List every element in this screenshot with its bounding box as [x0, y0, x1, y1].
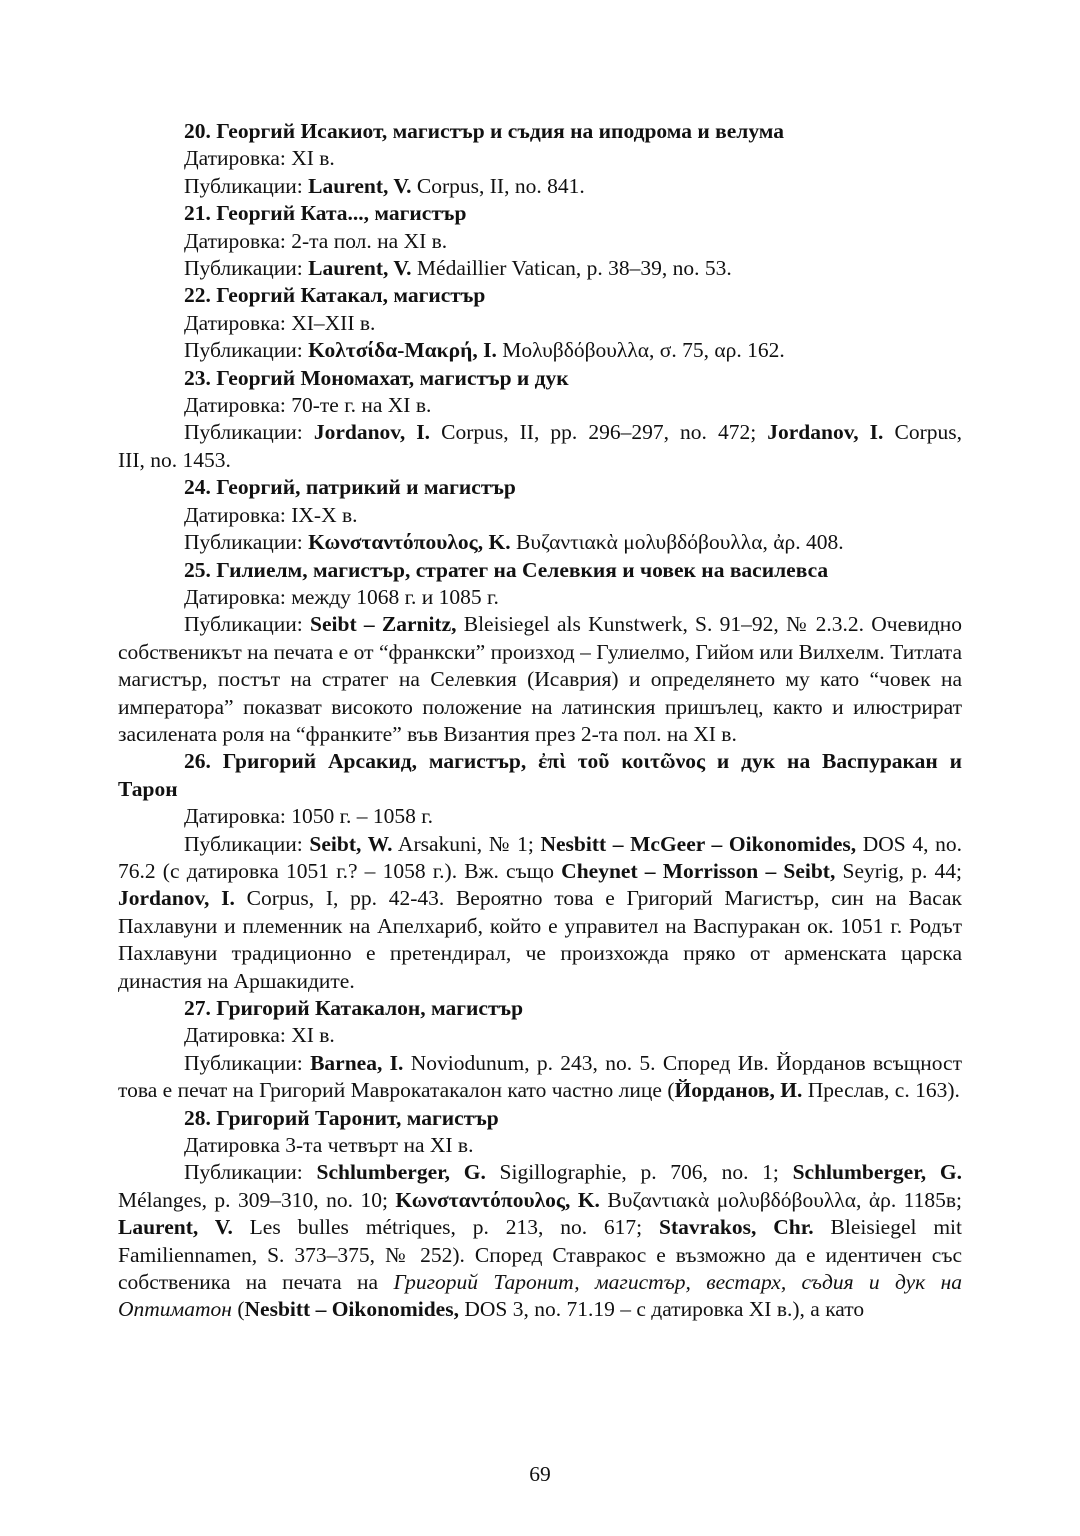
entry-25-heading: 25. Гилиелм, магистър, стратег на Селевкия и човек на василевса: [184, 557, 829, 582]
entry-28-heading: 28. Григорий Таронит, магистър: [184, 1105, 499, 1130]
entry-21-dating: Датировка: 2-та пол. на XI в.: [184, 228, 448, 253]
entry-25-publications: Публикации: Seibt – Zarnitz, Bleisiegel als Kunstwerk, S. 91–92, № 2.3.2. Очевидно собственикът на печата е от “франкски” произход – Гулиелмо, Гийом или Вилхелм. Титлата магистър, постът на стратег на Селевкия (Исаврия) и определянето му като “човек на императора” показват високото положение на латинския пришълец, както и илюстрират засилената роля на “франките” във Византия през 2-та пол. на XI в.: [118, 612, 962, 746]
page-number: 69: [529, 1462, 551, 1486]
entry-20-heading: 20. Георгий Исакиот, магистър и съдия на иподрома и велума: [184, 119, 785, 143]
entry-20-publications: Публикации: Laurent, V. Corpus, II, no. 841.: [184, 173, 585, 198]
entry-27-dating: Датировка: XI в.: [184, 1023, 335, 1048]
entry-25-dating: Датировка: между 1068 г. и 1085 г.: [184, 584, 499, 609]
document-page: [118, 118, 962, 1324]
entry-26-dating: Датировка: 1050 г. – 1058 г.: [184, 804, 434, 829]
entry-27-publications: Публикации: Barnea, I. Noviodunum, p. 243, no. 5. Според Ив. Йорданов всъщност това е печат на Григорий Маврокатакалон като частно лице (Йорданов, И. Преслав, с. 163).: [118, 1050, 962, 1103]
entry-23-publications-cont: III, no. 1453.: [118, 447, 231, 472]
entry-22-publications: Публикации: Κολτσίδα-Μακρή, I. Μολυβδόβουλλα, σ. 75, αρ. 162.: [184, 338, 785, 363]
entry-28-dating: Датировка 3-та четвърт на XI в.: [184, 1133, 474, 1158]
entry-24-dating: Датировка: IX-X в.: [184, 502, 358, 527]
entry-22-heading: 22. Георгий Катакал, магистър: [184, 283, 486, 308]
entry-20-dating: Датировка: XI в.: [184, 146, 335, 171]
entry-26-heading: 26. Григорий Арсакид, магистър, ἐπὶ τοῦ κοιτῶνος и дук на Васпуракан и: [184, 749, 962, 774]
entry-27-heading: 27. Григорий Катакалон, магистър: [184, 996, 524, 1020]
entry-22-dating: Датировка: XI–XII в.: [184, 310, 376, 335]
entry-21-publications: Публикации: Laurent, V. Médaillier Vatican, p. 38–39, no. 53.: [184, 256, 732, 281]
entry-23-publications: Публикации: Jordanov, I. Corpus, II, pp. 296–297, no. 472; Jordanov, I. Corpus,: [184, 420, 962, 445]
entry-26-publications: Публикации: Seibt, W. Arsakuni, № 1; Nesbitt – McGeer – Oikonomides, DOS 4, no. 76.2 (с датировка 1051 г.? – 1058 г.). Вж. също Cheynet – Morrisson – Seibt, Seyrig, p. 44; Jordanov, I. Corpus, I, pp. 42-43. Вероятно това е Григорий Магистър, син на Васак Пахлавуни и племенник на Апелхариб, който е управител на Васпуракан ок. 1051 г. Родът Пахлавуни традиционно е претендирал, че произхожда пряко от арменската царска династия на Аршакидите.: [118, 831, 962, 993]
entry-23-heading: 23. Георгий Мономахат, магистър и дук: [184, 365, 569, 390]
entry-23-dating: Датировка: 70-те г. на XI в.: [184, 393, 432, 418]
entry-28-publications: Публикации: Schlumberger, G. Sigillographie, p. 706, no. 1; Schlumberger, G. Mélanges, p. 309–310, no. 10; Κωνσταντόπουλος, K. Βυζαντιακὰ μολυβδόβουλλα, ἀρ. 1185в; Laurent, V. Les bulles métriques, p. 213, no. 617; Stavrakos, Chr. Bleisiegel mit Familiennamen, S. 373–375, № 252). Според Ставракос е възможно да е идентичен със собственика на печата на Григорий Таронит, магистър, вестарх, съдия и дук на Оптиматон (Nesbitt – Oikonomides, DOS 3, no. 71.19 – с датировка XI в.), а като: [118, 1160, 963, 1322]
entry-24-heading: 24. Георгий, патрикий и магистър: [184, 475, 516, 500]
entry-24-publications: Публикации: Κωνσταντόπουλος, K. Βυζαντιακὰ μολυβδόβουλλα, ἀρ. 408.: [184, 530, 844, 555]
entry-26-heading-cont: Тарон: [118, 776, 178, 801]
entry-21-heading: 21. Георгий Ката..., магистър: [184, 201, 467, 226]
